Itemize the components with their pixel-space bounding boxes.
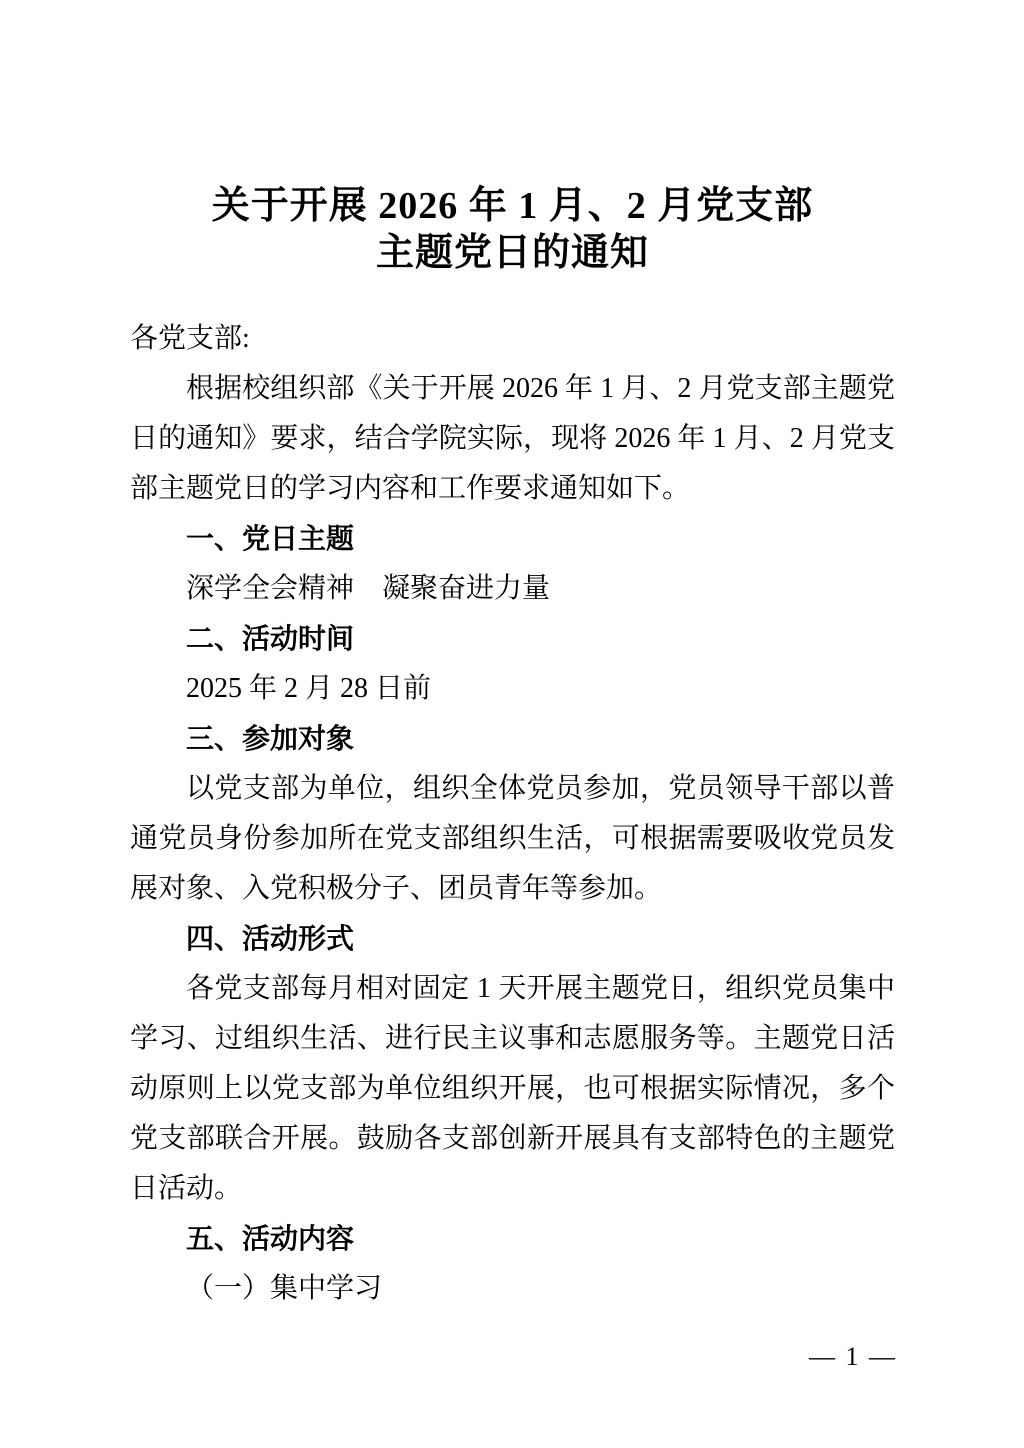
section-4-body: 各党支部每月相对固定 1 天开展主题党日，组织党员集中学习、过组织生活、进行民主议事和志愿服务等。主题党日活动原则上以党支部为单位组织开展，也可根据实际情况，多个党支部联合开展。鼓励各支部创新开展具有支部特色的主题党日活动。 — [130, 973, 895, 1204]
title-line-1: 关于开展 2026 年 1 月、2 月党支部 — [211, 185, 814, 227]
salutation: 各党支部: — [130, 323, 250, 354]
section-2-body: 2025 年 2 月 28 日前 — [186, 673, 432, 704]
section-5-subitem: （一）集中学习 — [186, 1273, 383, 1304]
page-number: — 1 — — [809, 1342, 897, 1371]
section-1-heading: 一、党日主题 — [186, 523, 355, 554]
document-title — [130, 183, 895, 277]
section-4-heading: 四、活动形式 — [186, 923, 355, 954]
intro-paragraph: 根据校组织部《关于开展 2026 年 1 月、2 月党支部主题党日的通知》要求，结合学院实际，现将 2026 年 1 月、2 月党支部主题党日的学习内容和工作要求通知如下。 — [130, 373, 895, 504]
section-3-heading: 三、参加对象 — [186, 723, 355, 754]
title-line-2: 主题党日的通知 — [375, 232, 649, 274]
document-body — [130, 314, 895, 1314]
section-5-heading: 五、活动内容 — [186, 1223, 355, 1254]
section-2-heading: 二、活动时间 — [186, 623, 355, 654]
section-1-body: 深学全会精神 凝聚奋进力量 — [186, 573, 551, 604]
section-3-body: 以党支部为单位，组织全体党员参加，党员领导干部以普通党员身份参加所在党支部组织生活，可根据需要吸收党员发展对象、入党积极分子、团员青年等参加。 — [130, 773, 895, 904]
